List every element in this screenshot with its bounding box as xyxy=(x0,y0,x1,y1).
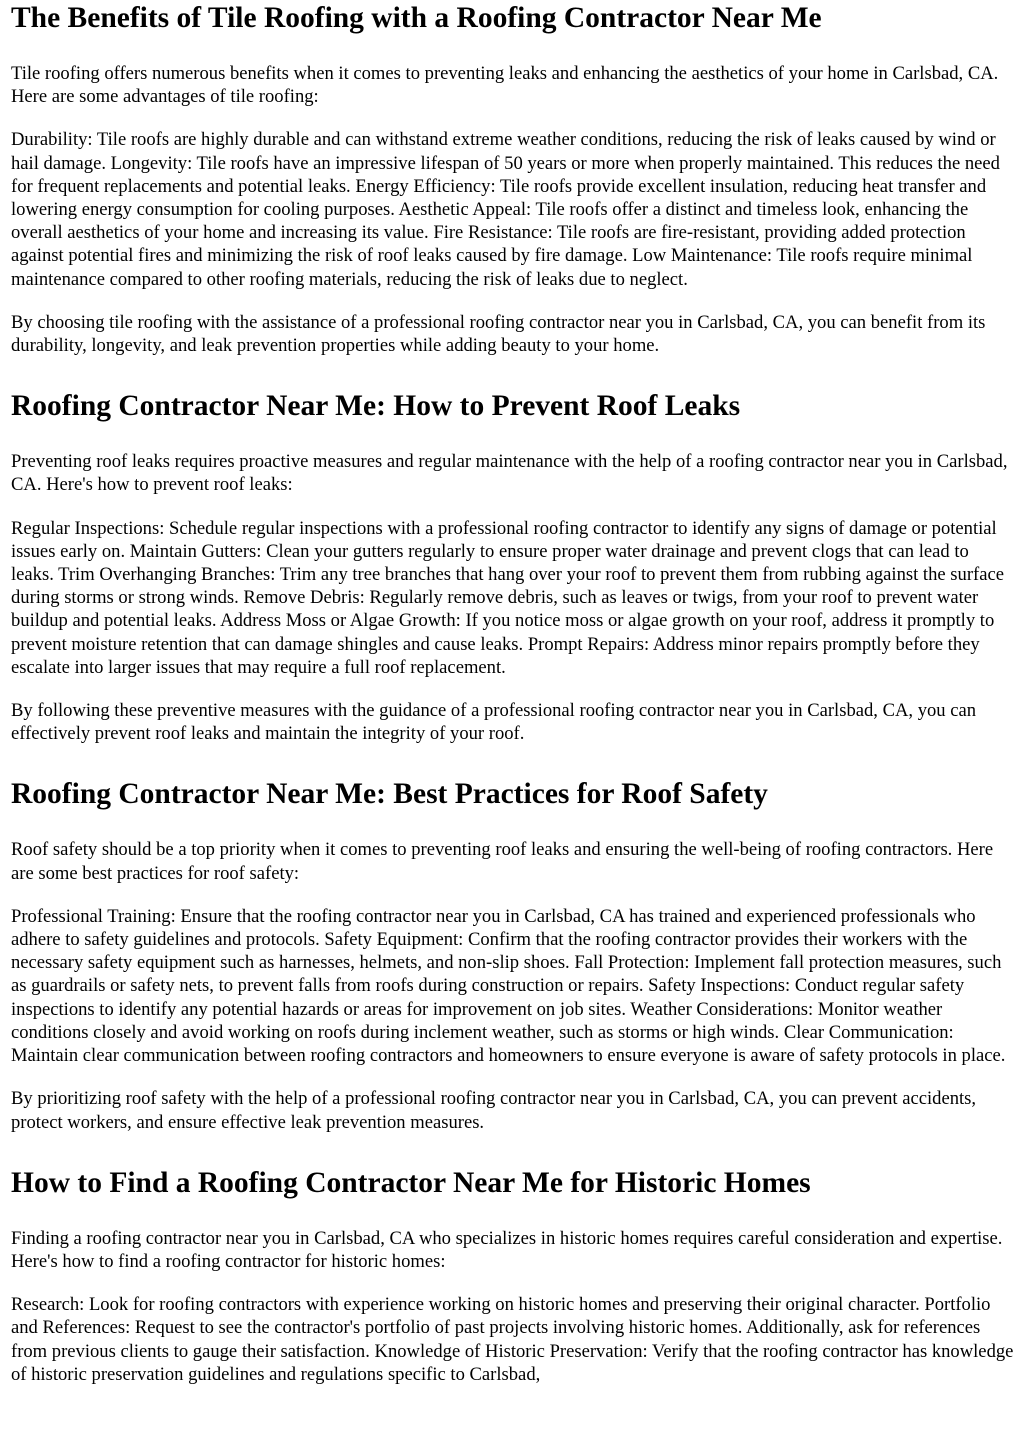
section-historic-homes xyxy=(11,1166,1014,1386)
section-heading: How to Find a Roofing Contractor Near Me for Historic Homes xyxy=(11,1166,811,1199)
section-heading: The Benefits of Tile Roofing with a Roofing Contractor Near Me xyxy=(11,2,822,34)
section-intro-paragraph: Preventing roof leaks requires proactive measures and regular maintenance with the help of a roofing contractor near you in Carlsbad, CA. Here's how to prevent roof leaks: xyxy=(11,451,1008,496)
section-roof-safety xyxy=(11,777,1014,1133)
section-body-paragraph: Regular Inspections: Schedule regular inspections with a professional roofing contractor to identify any signs of damage or potential issues early on. Maintain Gutters: Clean your gutters regularly to ensure proper water drainage and prevent clogs that can lead to leaks. Trim Overhanging Branches: Trim any tree branches that hang over your roof to prevent them from rubbing against the surface during storms or strong winds. Remove Debris: Regularly remove debris, such as leaves or twigs, from your roof to prevent water buildup and potential leaks. Address Moss or Algae Growth: If you notice moss or algae growth on your roof, address it promptly to prevent moisture retention that can damage shingles and cause leaks. Prompt Repairs: Address minor repairs promptly before they escalate into larger issues that may require a full roof replacement. xyxy=(11,517,1004,678)
section-body-paragraph: Durability: Tile roofs are highly durable and can withstand extreme weather conditions, reducing the risk of leaks caused by wind or hail damage. Longevity: Tile roofs have an impressive lifespan of 50 years or more when properly maintained. This reduces the need for frequent replacements and potential leaks. Energy Efficiency: Tile roofs provide excellent insulation, reducing heat transfer and lowering energy consumption for cooling purposes. Aesthetic Appeal: Tile roofs offer a distinct and timeless look, enhancing the overall aesthetics of your home and increasing its value. Fire Resistance: Tile roofs are fire-resistant, providing added protection against potential fires and minimizing the risk of roof leaks caused by fire damage. Low Maintenance: Tile roofs require minimal maintenance compared to other roofing materials, reducing the risk of leaks due to neglect. xyxy=(11,129,1000,290)
section-conclusion-paragraph: By following these preventive measures with the guidance of a professional roofing contractor near you in Carlsbad, CA, you can effectively prevent roof leaks and maintain the integrity of your roof. xyxy=(11,700,977,745)
section-intro-paragraph: Roof safety should be a top priority when it comes to preventing roof leaks and ensuring the well-being of roofing contractors. Here are some best practices for roof safety: xyxy=(11,839,994,884)
section-intro-paragraph: Tile roofing offers numerous benefits when it comes to preventing leaks and enhancing the aesthetics of your home in Carlsbad, CA. Here are some advantages of tile roofing: xyxy=(11,63,999,108)
section-heading: Roofing Contractor Near Me: Best Practices for Roof Safety xyxy=(11,778,768,811)
section-body-paragraph: Professional Training: Ensure that the roofing contractor near you in Carlsbad, CA has trained and experienced professionals who adhere to safety guidelines and protocols. Safety Equipment: Confirm that the roofing contractor provides their workers with the necessary safety equipment such as harnesses, helmets, and non-slip shoes. Fall Protection: Implement fall protection measures, such as guardrails or safety nets, to prevent falls from roofs during construction or repairs. Safety Inspections: Conduct regular safety inspections to identify any potential hazards or areas for improvement on job sites. Weather Considerations: Monitor weather conditions closely and avoid working on roofs during inclement weather, such as storms or high winds. Clear Communication: Maintain clear communication between roofing contractors and homeowners to ensure everyone is aware of safety protocols in place. xyxy=(11,905,1006,1067)
section-conclusion-paragraph: By prioritizing roof safety with the help of a professional roofing contractor near you in Carlsbad, CA, you can prevent accidents, protect workers, and ensure effective leak prevention measures. xyxy=(11,1088,977,1133)
section-tile-roofing-benefits xyxy=(11,1,1014,357)
section-conclusion-paragraph: By choosing tile roofing with the assistance of a professional roofing contractor near you in Carlsbad, CA, you can benefit from its durability, longevity, and leak prevention properties while adding beauty to your home. xyxy=(11,311,986,357)
section-prevent-roof-leaks xyxy=(11,389,1014,745)
section-intro-paragraph: Finding a roofing contractor near you in Carlsbad, CA who specializes in historic homes requires careful consideration and expertise. Here's how to find a roofing contractor for historic homes: xyxy=(11,1227,1003,1272)
section-body-paragraph: Research: Look for roofing contractors with experience working on historic homes and preserving their original character. Portfolio and References: Request to see the contractor's portfolio of past projects involving historic homes. Additionally, ask for references from previous clients to gauge their satisfaction. Knowledge of Historic Preservation: Verify that the roofing contractor has knowledge of historic preservation guidelines and regulations specific to Carlsbad, xyxy=(11,1294,1014,1385)
article xyxy=(0,1,1024,1386)
section-heading: Roofing Contractor Near Me: How to Prevent Roof Leaks xyxy=(11,390,741,423)
